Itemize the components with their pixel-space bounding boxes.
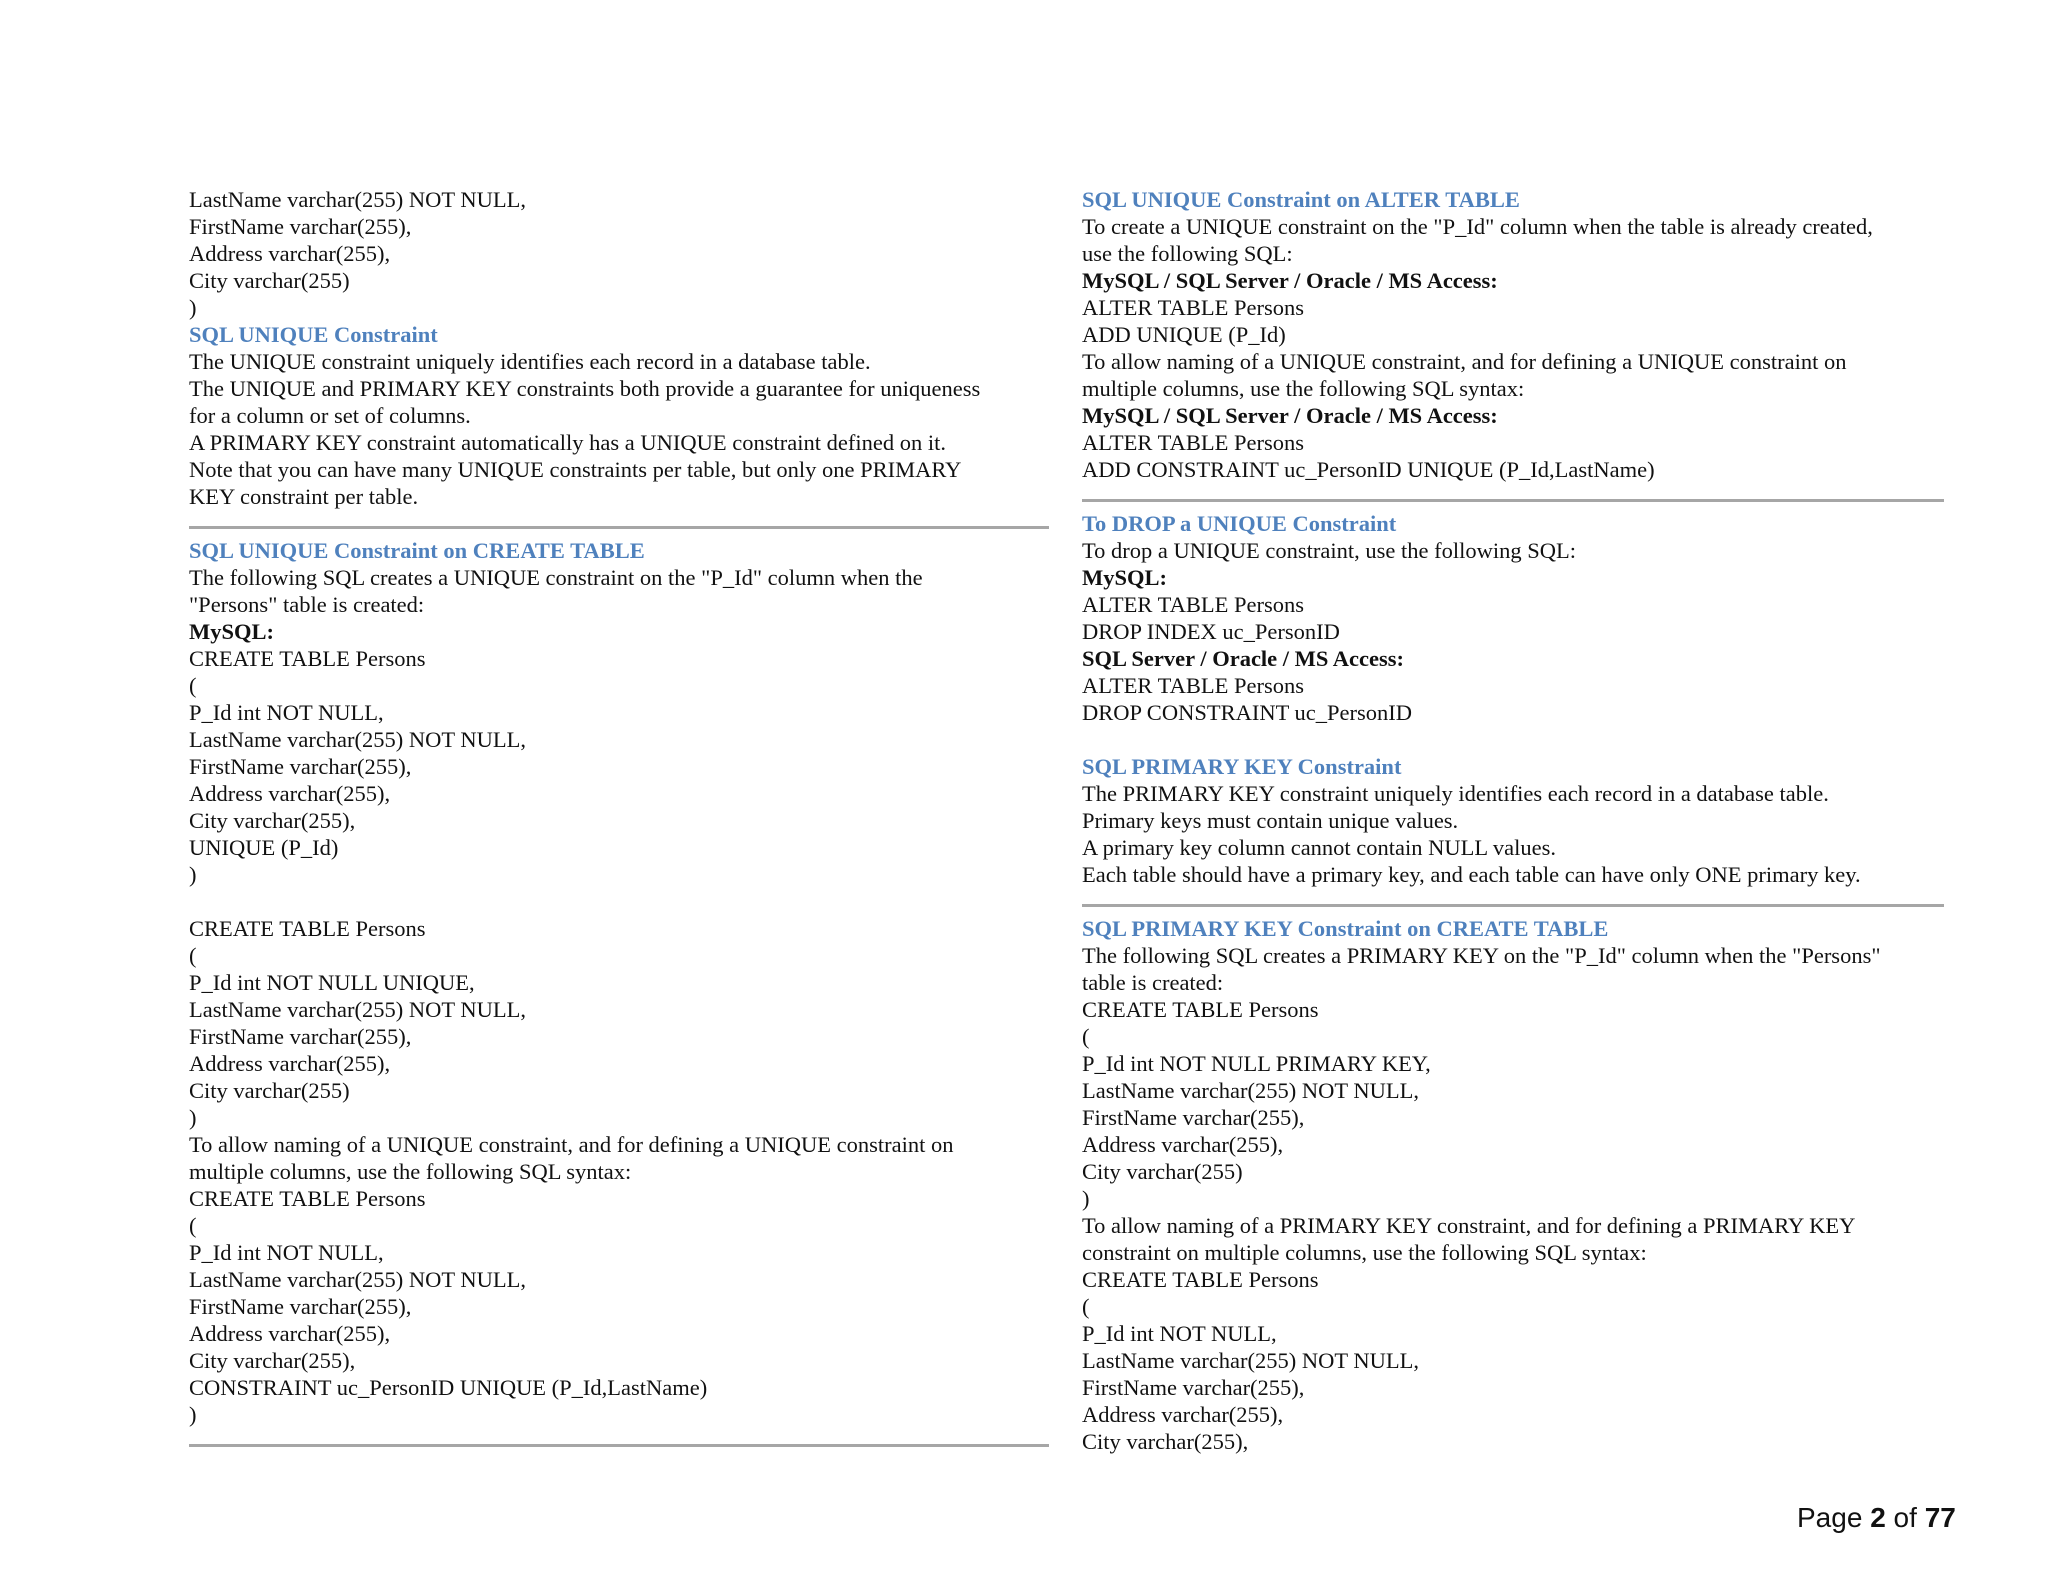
code-block: [1082, 672, 1944, 726]
code-line: FirstName varchar(255),: [1082, 1105, 1305, 1130]
text-line: The UNIQUE and PRIMARY KEY constraints both provide a guarantee for uniqueness: [189, 376, 981, 401]
current-page: 2: [1870, 1502, 1886, 1533]
section-divider: [1082, 499, 1944, 502]
paragraph: [189, 348, 1049, 510]
text-line: A PRIMARY KEY constraint automatically has a UNIQUE constraint defined on it.: [189, 430, 946, 455]
code-line: Address varchar(255),: [1082, 1402, 1284, 1427]
text-line: constraint on multiple columns, use the following SQL syntax:: [1082, 1240, 1647, 1265]
code-line: ): [189, 862, 197, 887]
code-line: City varchar(255): [189, 1078, 350, 1103]
code-line: LastName varchar(255) NOT NULL,: [189, 1267, 526, 1292]
section-divider: [189, 526, 1049, 529]
text-line: A primary key column cannot contain NULL values.: [1082, 835, 1557, 860]
code-line: City varchar(255),: [189, 808, 356, 833]
code-line: (: [1082, 1024, 1090, 1049]
code-line: (: [189, 943, 197, 968]
code-block: [1082, 1266, 1944, 1455]
code-line: FirstName varchar(255),: [189, 1294, 412, 1319]
text-line: To allow naming of a UNIQUE constraint, and for defining a UNIQUE constraint on: [1082, 349, 1847, 374]
code-line: City varchar(255),: [189, 1348, 356, 1373]
code-line: (: [189, 1213, 197, 1238]
left-column: [189, 186, 1049, 1455]
text-line: The UNIQUE constraint uniquely identifies each record in a database table.: [189, 349, 871, 374]
code-line: Address varchar(255),: [189, 1321, 391, 1346]
code-line: (: [1082, 1294, 1090, 1319]
paragraph: [1082, 1212, 1944, 1266]
paragraph: To drop a UNIQUE constraint, use the following SQL:: [1082, 538, 1576, 563]
text-line: The following SQL creates a PRIMARY KEY on the "P_Id" column when the "Persons": [1082, 943, 1881, 968]
dialect-label: MySQL / SQL Server / Oracle / MS Access:: [1082, 403, 1498, 428]
code-block: [189, 645, 1049, 888]
code-line: P_Id int NOT NULL,: [189, 700, 384, 725]
page-number: [1797, 1502, 1956, 1534]
section-heading: SQL PRIMARY KEY Constraint on CREATE TABLE: [1082, 916, 1609, 941]
code-line: P_Id int NOT NULL,: [189, 1240, 384, 1265]
text-line: multiple columns, use the following SQL syntax:: [1082, 376, 1525, 401]
text-line: KEY constraint per table.: [189, 484, 419, 509]
code-line: CREATE TABLE Persons: [189, 646, 426, 671]
code-line: P_Id int NOT NULL PRIMARY KEY,: [1082, 1051, 1431, 1076]
of-word: of: [1893, 1502, 1917, 1533]
code-line: ALTER TABLE Persons: [1082, 430, 1304, 455]
total-pages: 77: [1924, 1502, 1956, 1533]
code-line: Address varchar(255),: [189, 241, 391, 266]
code-line: LastName varchar(255) NOT NULL,: [1082, 1078, 1419, 1103]
code-line: FirstName varchar(255),: [189, 214, 412, 239]
paragraph: [1082, 348, 1944, 402]
code-line: LastName varchar(255) NOT NULL,: [189, 187, 526, 212]
text-line: use the following SQL:: [1082, 241, 1293, 266]
text-line: To allow naming of a UNIQUE constraint, and for defining a UNIQUE constraint on: [189, 1132, 954, 1157]
code-line: ALTER TABLE Persons: [1082, 673, 1304, 698]
paragraph: [1082, 942, 1944, 996]
code-line: P_Id int NOT NULL UNIQUE,: [189, 970, 475, 995]
paragraph: [189, 564, 1049, 618]
code-line: FirstName varchar(255),: [1082, 1375, 1305, 1400]
code-line: ALTER TABLE Persons: [1082, 295, 1304, 320]
code-line: Address varchar(255),: [189, 781, 391, 806]
code-block: [1082, 294, 1944, 348]
code-line: P_Id int NOT NULL,: [1082, 1321, 1277, 1346]
text-line: The following SQL creates a UNIQUE constraint on the "P_Id" column when the: [189, 565, 923, 590]
section-heading: SQL UNIQUE Constraint on CREATE TABLE: [189, 538, 645, 563]
code-block: [189, 915, 1049, 1131]
paragraph: [1082, 213, 1944, 267]
section-heading: SQL PRIMARY KEY Constraint: [1082, 754, 1402, 779]
code-line: LastName varchar(255) NOT NULL,: [189, 727, 526, 752]
code-line: Address varchar(255),: [1082, 1132, 1284, 1157]
code-line: City varchar(255),: [1082, 1429, 1249, 1454]
code-line: ): [1082, 1186, 1090, 1211]
code-line: ): [189, 1402, 197, 1427]
code-line: City varchar(255): [189, 268, 350, 293]
spacer: [189, 888, 1049, 915]
code-line: DROP CONSTRAINT uc_PersonID: [1082, 700, 1413, 725]
code-line: ADD UNIQUE (P_Id): [1082, 322, 1286, 347]
code-line: LastName varchar(255) NOT NULL,: [1082, 1348, 1419, 1373]
code-line: ): [189, 295, 197, 320]
code-line: CREATE TABLE Persons: [1082, 1267, 1319, 1292]
dialect-label: SQL Server / Oracle / MS Access:: [1082, 646, 1405, 671]
text-line: multiple columns, use the following SQL syntax:: [189, 1159, 632, 1184]
right-column: [1082, 186, 1944, 1455]
spacer: [1082, 726, 1944, 753]
section-divider: [1082, 904, 1944, 907]
code-line: ADD CONSTRAINT uc_PersonID UNIQUE (P_Id,LastName): [1082, 457, 1655, 482]
code-block: [1082, 996, 1944, 1212]
code-line: CREATE TABLE Persons: [189, 916, 426, 941]
code-line: FirstName varchar(255),: [189, 1024, 412, 1049]
code-line: Address varchar(255),: [189, 1051, 391, 1076]
code-line: (: [189, 673, 197, 698]
dialect-label: MySQL / SQL Server / Oracle / MS Access:: [1082, 268, 1498, 293]
text-line: To allow naming of a PRIMARY KEY constraint, and for defining a PRIMARY KEY: [1082, 1213, 1856, 1238]
code-block: [189, 1185, 1049, 1428]
code-line: CREATE TABLE Persons: [1082, 997, 1319, 1022]
code-line: DROP INDEX uc_PersonID: [1082, 619, 1340, 644]
code-line: LastName varchar(255) NOT NULL,: [189, 997, 526, 1022]
text-line: To create a UNIQUE constraint on the "P_Id" column when the table is already created,: [1082, 214, 1873, 239]
code-line: CREATE TABLE Persons: [189, 1186, 426, 1211]
text-line: The PRIMARY KEY constraint uniquely identifies each record in a database table.: [1082, 781, 1829, 806]
code-line: UNIQUE (P_Id): [189, 835, 339, 860]
text-line: table is created:: [1082, 970, 1224, 995]
text-line: Note that you can have many UNIQUE constraints per table, but only one PRIMARY: [189, 457, 962, 482]
section-heading: SQL UNIQUE Constraint on ALTER TABLE: [1082, 187, 1520, 212]
code-line: ): [189, 1105, 197, 1130]
text-line: Each table should have a primary key, and each table can have only ONE primary key.: [1082, 862, 1861, 887]
page-word: Page: [1797, 1502, 1863, 1533]
code-line: CONSTRAINT uc_PersonID UNIQUE (P_Id,LastName): [189, 1375, 708, 1400]
paragraph: [189, 1131, 1049, 1185]
code-line: ALTER TABLE Persons: [1082, 592, 1304, 617]
section-divider: [189, 1444, 1049, 1447]
code-line: City varchar(255): [1082, 1159, 1243, 1184]
code-block: [1082, 591, 1944, 645]
dialect-label: MySQL:: [189, 619, 275, 644]
code-line: FirstName varchar(255),: [189, 754, 412, 779]
paragraph: [1082, 780, 1944, 888]
dialect-label: MySQL:: [1082, 565, 1168, 590]
text-line: "Persons" table is created:: [189, 592, 425, 617]
section-heading: SQL UNIQUE Constraint: [189, 322, 438, 347]
code-block: [1082, 429, 1944, 483]
code-block: [189, 186, 1049, 321]
text-line: for a column or set of columns.: [189, 403, 471, 428]
section-heading: To DROP a UNIQUE Constraint: [1082, 511, 1397, 536]
text-line: Primary keys must contain unique values.: [1082, 808, 1459, 833]
